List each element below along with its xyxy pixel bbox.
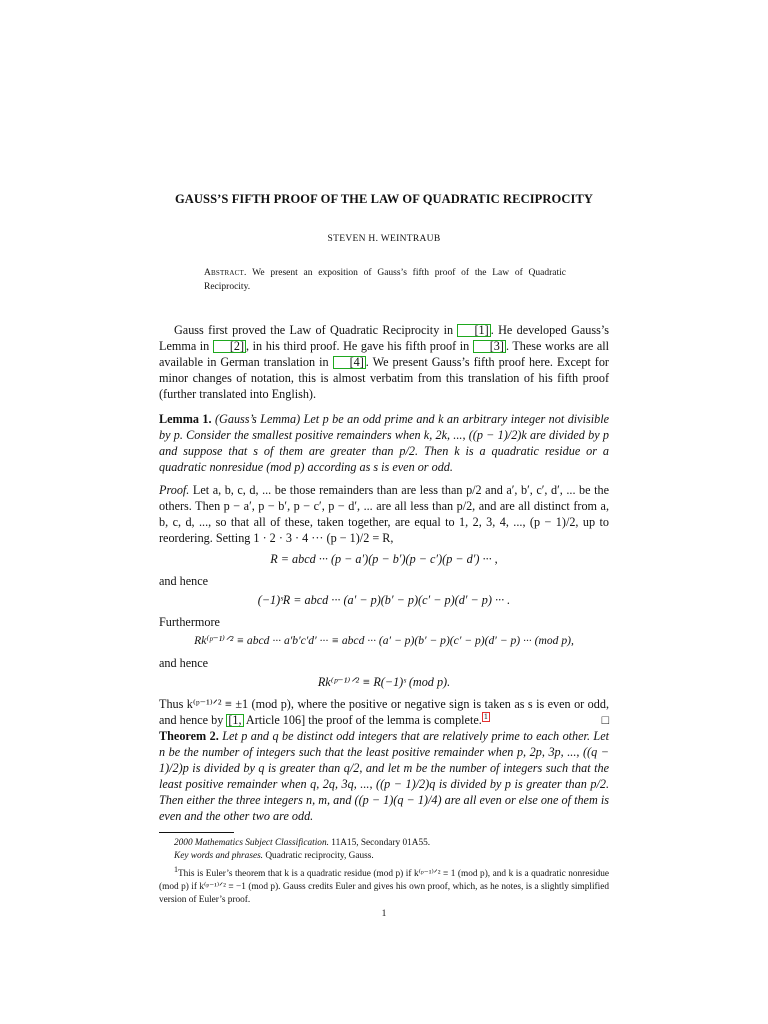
paper-title: GAUSS’S FIFTH PROOF OF THE LAW OF QUADRATIC RECIPROCITY (174, 192, 594, 206)
author-name: STEVEN H. WEINTRAUB (327, 234, 441, 244)
citation-link-4[interactable]: [4] (333, 356, 366, 369)
footnote-1-mark: 1 (174, 865, 178, 874)
and-hence-2: and hence (159, 656, 209, 670)
furthermore-text: Furthermore (159, 615, 220, 629)
equation-2: (−1)ˢR = abcd ··· (a′ − p)(b′ − p)(c′ − p)(d′ − p) ··· . (257, 593, 511, 607)
lemma-block (159, 411, 609, 475)
msc-value: 11A15, Secondary 01A55. (331, 838, 431, 848)
proof-paragraph: Let a, b, c, d, ... be those remainders than are less than p/2 and a′, b′, c′, d′, ... be the others. Then p − a′, p − b′, p − c′, p − d′, ... are all less than p/2, and are all distinct from a, b, c, d, ..., so that all of these, taken together, are equal to 1, 2, 3, 4, ..., (p − 1)/2, up to reordering. Setting 1 · 2 · 3 · 4 ··· (p − 1)/2 = R, (159, 483, 609, 545)
footnotes (159, 832, 609, 907)
proof-label: Proof. (159, 483, 190, 497)
abstract-label: Abstract. (204, 268, 247, 278)
abstract (204, 267, 566, 294)
equation-1: R = abcd ··· (p − a′)(p − b′)(p − c′)(p − d′) ··· , (270, 552, 498, 566)
footnote-1 (159, 863, 609, 907)
lemma-statement: (Gauss’s Lemma) Let p be an odd prime and k an arbitrary integer not divisible by p. Consider the smallest positive remainders when k, 2k, ..., ((p − 1)/2)k are divided by p and suppose that s of them are greater than p/2. Then k is a quadratic residue or a quadratic nonresidue (mod p) according as s is even or odd. (159, 412, 609, 474)
keywords-label: Key words and phrases. (174, 851, 264, 861)
footnote-1-text: This is Euler’s theorem that k is a quadratic residue (mod p) if k⁽ᵖ⁻¹⁾ᐟ² ≡ 1 (mod p), and k is a quadratic nonresidue (mod p) if k⁽ᵖ⁻¹⁾ᐟ² ≡ −1 (mod p). Gauss credits Euler and gives his own proof, which, as he notes, is a slightly simplified version of Euler’s proof. (159, 869, 609, 906)
theorem-block (159, 728, 609, 824)
conclusion-text-2: Article 106] the proof of the lemma is complete. (245, 713, 482, 728)
theorem-statement: Let p and q be distinct odd integers that are relatively prime to each other. Let n be the number of integers such that the least positive remainder when p, 2p, 3p, ..., ((q − 1)/2)p is divided by q is greater than q/2, and let m be the number of integers such that the least positive remainder when q, 2q, 3q, ..., ((p − 1)/2)q is divided by p is greater than p/2. Then either the three integers n, m, and ((p − 1)(q − 1)/4) are all even or else one of them is even and the other two are odd. (159, 729, 610, 823)
abstract-text: We present an exposition of Gauss’s fifth proof of the Law of Quadratic Reciprocity. (204, 268, 566, 292)
page-number: 1 (381, 909, 387, 919)
intro-text-5: . We present Gauss’s fifth proof here. Except for minor changes of notation, this is almost verbatim from this translation of his fifth proof (further translated into English). (159, 355, 609, 401)
proof-conclusion (159, 696, 609, 728)
intro-text-4: . These works are all available in German translation in (159, 339, 609, 369)
keywords-value: Quadratic reciprocity, Gauss. (265, 851, 374, 861)
equation-4: Rk⁽ᵖ⁻¹⁾ᐟ² ≡ R(−1)ˢ (mod p). (317, 675, 451, 689)
conclusion-text-1: Thus k⁽ᵖ⁻¹⁾ᐟ² ≡ ±1 (mod p), where the positive or negative sign is taken as s is even or odd, and hence by (159, 697, 609, 728)
citation-link-3[interactable]: [3] (473, 340, 506, 353)
lemma-label: Lemma 1. (159, 412, 212, 426)
citation-link-1-article[interactable]: [1, (228, 713, 242, 728)
qed-symbol: □ (601, 713, 609, 727)
and-hence-1: and hence (159, 574, 209, 588)
intro-text-3: , in his third proof. He gave his fifth proof in (246, 339, 470, 353)
intro-paragraph (159, 322, 609, 402)
proof-block (159, 482, 609, 728)
footnote-rule (159, 832, 234, 833)
msc-label: 2000 Mathematics Subject Classification. (174, 838, 329, 848)
intro-text-1: Gauss first proved the Law of Quadratic Reciprocity in (174, 323, 454, 337)
keywords-footnote (159, 850, 609, 863)
intro-text-2: . He developed Gauss’s Lemma in (159, 323, 610, 353)
theorem-label: Theorem 2. (159, 729, 219, 743)
equation-3: Rk⁽ᵖ⁻¹⁾ᐟ² ≡ abcd ··· a′b′c′d′ ··· ≡ abcd ··· (a′ − p)(b′ − p)(c′ − p)(d′ − p) ··· (mod p), (194, 634, 574, 647)
footnote-link-1[interactable]: 1 (483, 712, 488, 721)
citation-link-1[interactable]: [1] (457, 324, 490, 337)
citation-link-2[interactable]: [2] (213, 340, 246, 353)
msc-footnote (159, 837, 609, 850)
